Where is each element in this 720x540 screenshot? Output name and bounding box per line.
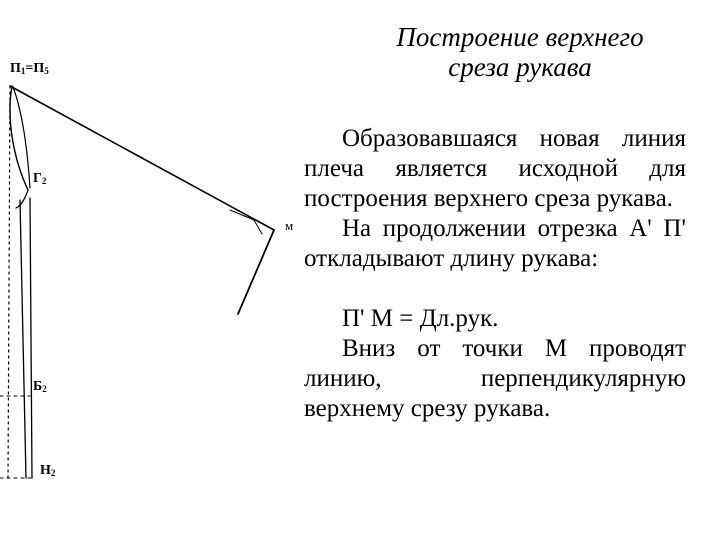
- point-g2-index: 2: [41, 176, 47, 186]
- point-label-m: м: [285, 218, 294, 233]
- paragraph-perpendicular: Вниз от точки М проводят линию, перпендикулярную верхнему срезу рукава.: [304, 335, 686, 422]
- side-line-left: [20, 200, 26, 478]
- shoulder-line: [10, 86, 274, 230]
- point-b2-index: 2: [42, 384, 47, 394]
- elbow-mark-line: [230, 210, 262, 234]
- title-line-1: Построение верхнего: [396, 22, 644, 52]
- paragraph-shoulder-line: Образовавшаяся новая линия плеча является исходной для построения верхнего среза рукава.: [304, 125, 686, 212]
- front-edge-line: [8, 86, 10, 480]
- point-n2-index: 2: [50, 468, 56, 478]
- point-label-n2: [40, 464, 55, 478]
- point-p1-index: 1: [20, 66, 26, 76]
- slide-title: [360, 22, 680, 82]
- sleeve-top-edge: [238, 230, 274, 314]
- point-equals-sign: =: [25, 61, 34, 76]
- paragraph-sleeve-length: На продолжении отрезка А' П' откладывают длину рукава:: [304, 215, 686, 272]
- title-line-2: среза рукава: [448, 52, 592, 82]
- point-label-g2: [33, 172, 46, 186]
- point-p1-letter: П: [10, 61, 21, 76]
- point-label-b2: [33, 380, 47, 394]
- body-text: [304, 124, 686, 424]
- paragraph-spacer: [304, 274, 686, 304]
- point-p5-letter: П: [33, 61, 45, 76]
- point-label-p1-p5: [10, 62, 49, 76]
- point-n2-letter: Н: [40, 463, 51, 478]
- point-g2-letter: Г: [33, 171, 42, 186]
- point-b2-letter: Б: [33, 379, 43, 394]
- point-p5-index: 5: [44, 66, 49, 76]
- armhole-lower-curve: [16, 190, 28, 208]
- paragraph-formula: П' М = Дл.рук.: [342, 305, 499, 332]
- side-line-right: [30, 198, 32, 478]
